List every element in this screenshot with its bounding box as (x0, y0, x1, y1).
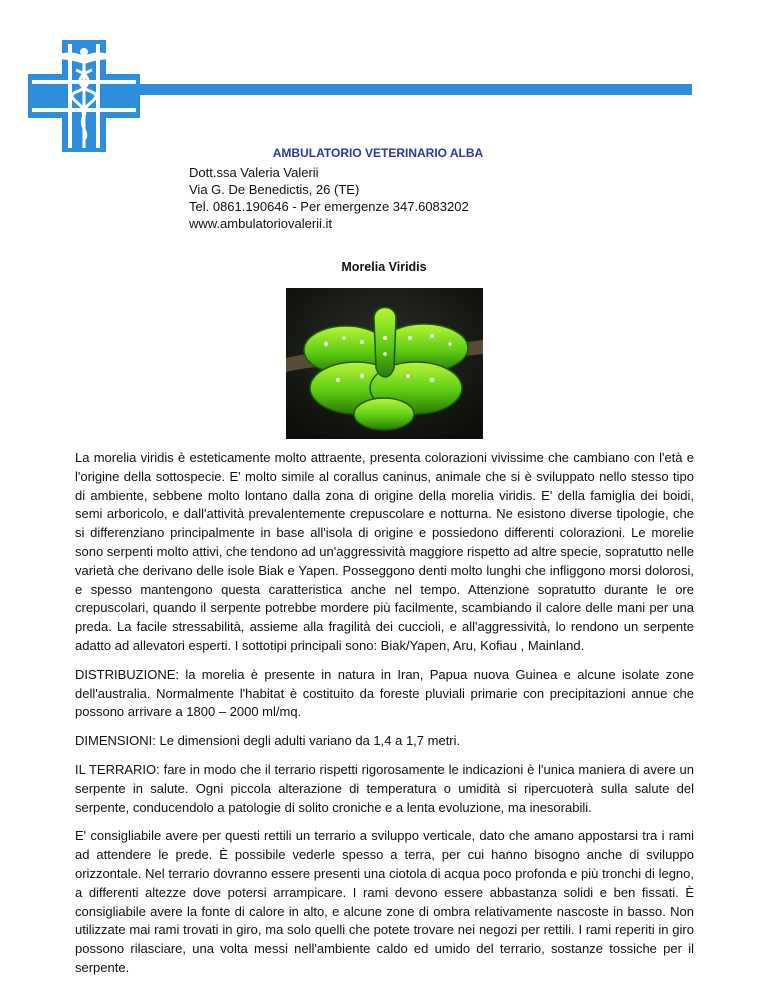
page-title: Morelia Viridis (341, 260, 427, 274)
phone: Tel. 0861.190646 - Per emergenze 347.6083202 (189, 199, 469, 214)
contact-block (189, 164, 469, 232)
website: www.ambulatoriovalerii.it (189, 216, 333, 231)
header-bar (130, 84, 692, 95)
paragraph-intro: La morelia viridis è esteticamente molto attraente, presenta colorazioni vivissime che cambiano con l'età e l'origine della sottospecie. E' molto simile al corallus caninus, animale che si è sviluppato nello stesso tipo di ambiente, sebbene molto lontano dalla zona di origine della morelia viridis. E' della famiglia dei boidi, semi arboricolo, e dall'attività prevalentemente crepuscolare e notturna. Ne esistono diverse tipologie, che si differenziano principalmente in base all'isola di origine e possiedono differenti colorazioni. Le morelie sono serpenti molto attivi, che tendono ad un'aggressività maggiore rispetto ad altre specie, sopratutto nelle varietà che derivano delle isole Biak e Yapen. Posseggono denti molto lunghi che infliggono morsi dolorosi, e spesso mantengono questa caratteristica anche nel tempo. Attenzione sopratutto durante le ore crepuscolari, quando il serpente potrebbe mordere più facilmente, scambiando il calore delle mani per una preda. La facile stressabilità, assieme alla fragilità dei cuccioli, e all'aggressività, lo rendono un serpente adatto ad allevatori esperti. I sottotipi principali sono: Biak/Yapen, Aru, Kofiau , Mainland. (75, 450, 694, 653)
paragraph-terrario-details: E' consigliabile avere per questi rettili un terrario a sviluppo verticale, dato che amano appostarsi tra i rami ad attendere le prede. È possibile vederle spesso a terra, per cui hanno bisogno anche di sviluppo orizzontale. Nel terrario dovranno essere presenti una ciotola di acqua poco profonda e più tronchi di legno, a differenti altezze dove potersi arrampicare. I rami devono essere abbastanza solidi e ben fissati. È consigliabile avere la fonte di calore in alto, e alcune zone di ombra relativamente nascoste in basso. Non utilizzate mai rami trovati in giro, ma solo quelli che potete trovare nei negozi per rettili. I rami reperiti in giro possono rilasciare, una volta messi nell'ambiente caldo ed umido del terrario, sostanze tossiche per il serpente. (75, 828, 694, 975)
caduceus-cross-icon (28, 40, 140, 152)
address: Via G. De Benedictis, 26 (TE) (189, 182, 360, 197)
paragraph-dimensioni: DIMENSIONI: Le dimensioni degli adulti variano da 1,4 a 1,7 metri. (75, 733, 461, 749)
article-body (75, 449, 694, 988)
doctor-name: Dott.ssa Valeria Valerii (189, 165, 319, 180)
paragraph-terrario: IL TERRARIO: fare in modo che il terrario rispetti rigorosamente le indicazioni è l'unica maniera di avere un serpente in salute. Ogni piccola alterazione di temperatura o umidità si ripercuoterà sulla salute del serpente, conducendolo a patologie di solito croniche e a lenta evoluzione, ma inesorabili. (75, 761, 694, 815)
green-tree-python-photo (286, 288, 483, 439)
org-name: AMBULATORIO VETERINARIO ALBA (272, 146, 484, 160)
paragraph-distribuzione: DISTRIBUZIONE: la morelia è presente in natura in Iran, Papua nuova Guinea e alcune isolate zone dell'australia. Normalmente l'habitat è costituito da foreste pluviali primarie con precipitazioni annue che possono arrivare a 1800 – 2000 ml/mq. (75, 666, 694, 720)
